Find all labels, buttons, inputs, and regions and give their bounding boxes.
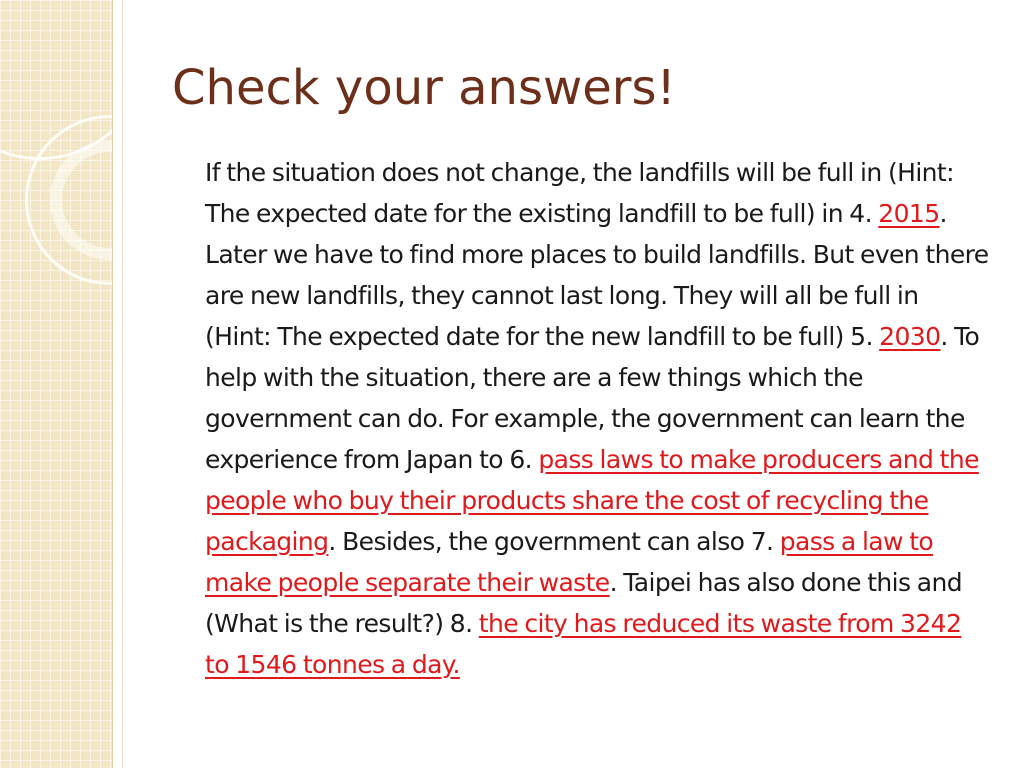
decorative-side-panel	[0, 0, 113, 768]
text-segment: . Besides, the government can also 7.	[328, 527, 780, 556]
panel-divider	[122, 0, 123, 768]
slide-title: Check your answers!	[172, 60, 676, 116]
answer-6: pass laws to make producers and the people who buy their products share the cost of recycling the packaging	[205, 445, 979, 556]
answer-8: the city has reduced its waste from 3242 to 1546 tonnes a day.	[205, 609, 962, 679]
answer-4: 2015	[878, 199, 940, 228]
answer-paragraph	[205, 152, 990, 685]
text-segment: . Later we have to find more places to build landfills. But even there are new landfills, they cannot last long. They will all be full in (Hint: The expected date for the new landfill to be full) 5.	[205, 199, 989, 351]
text-segment: . To help with the situation, there are a few things which the government can do. For example, the government can learn the experience from Japan to 6.	[205, 322, 980, 474]
text-segment: If the situation does not change, the landfills will be full in (Hint: The expected date for the existing landfill to be full) in 4.	[205, 158, 954, 228]
text-segment: . Taipei has also done this and (What is the result?) 8.	[205, 568, 963, 638]
answer-7: pass a law to make people separate their waste	[205, 527, 934, 597]
answer-5: 2030	[879, 322, 941, 351]
